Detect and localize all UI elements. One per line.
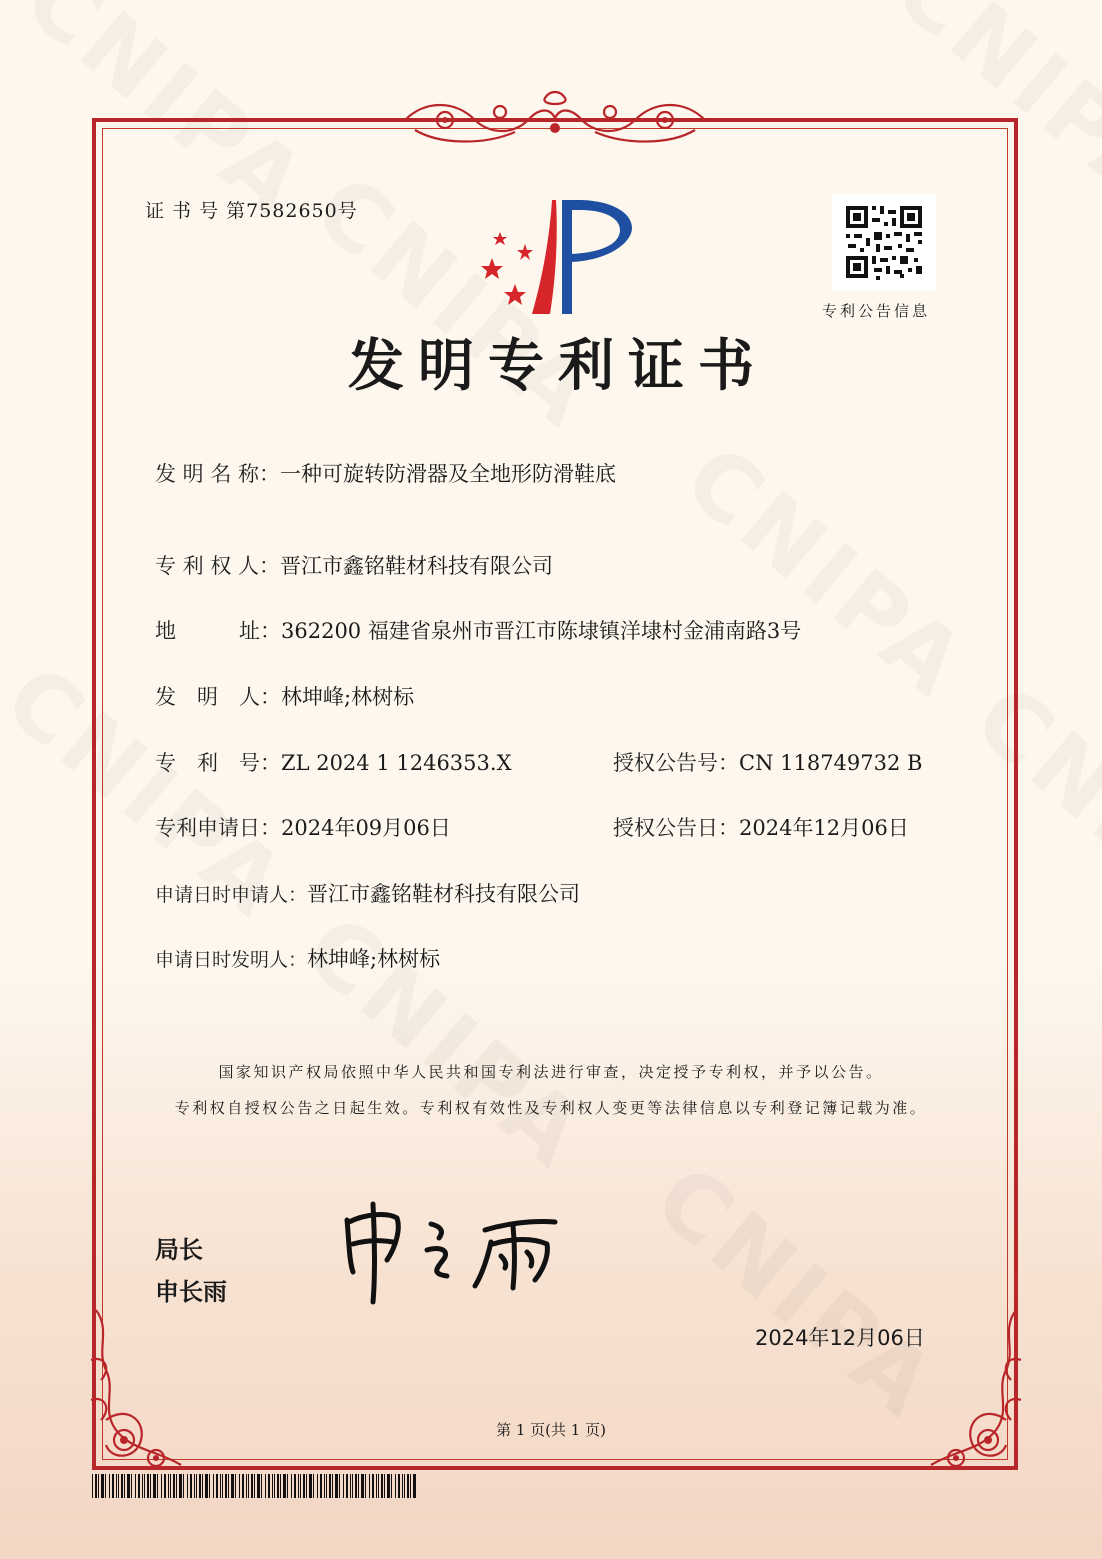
field-invention-name bbox=[155, 458, 616, 488]
issue-date: 2024年12月06日 bbox=[755, 1326, 925, 1350]
barcode-bar bbox=[257, 1474, 260, 1498]
barcode-bar bbox=[176, 1474, 177, 1498]
barcode-bar bbox=[170, 1474, 171, 1498]
barcode-bar bbox=[121, 1474, 123, 1498]
field-inventor bbox=[155, 681, 414, 711]
field-label: 专利申请日： bbox=[155, 816, 281, 840]
barcode-bar bbox=[157, 1474, 158, 1498]
barcode-bar bbox=[109, 1474, 110, 1498]
barcode-bar bbox=[300, 1474, 301, 1498]
barcode-bar bbox=[196, 1474, 197, 1498]
barcode-bar bbox=[116, 1474, 117, 1498]
barcode-bar bbox=[365, 1474, 366, 1498]
field-grant-pub-date bbox=[613, 812, 909, 842]
barcode-bar bbox=[261, 1474, 262, 1498]
barcode-bar bbox=[283, 1474, 286, 1498]
barcode-bar bbox=[112, 1474, 114, 1498]
barcode-bar bbox=[326, 1474, 327, 1498]
barcode-bar bbox=[105, 1474, 106, 1498]
barcode-bar bbox=[173, 1474, 175, 1498]
barcode-bar bbox=[235, 1474, 236, 1498]
field-value: 林坤峰;林树标 bbox=[281, 685, 415, 709]
field-label: 发 明 名 称： bbox=[155, 462, 281, 486]
barcode-bar bbox=[239, 1474, 240, 1498]
barcode-bar bbox=[222, 1474, 223, 1498]
barcode-bar bbox=[350, 1474, 351, 1498]
barcode-bar bbox=[205, 1474, 208, 1498]
barcode-bar bbox=[248, 1474, 249, 1498]
barcode-bar bbox=[202, 1474, 203, 1498]
field-value: ZL 2024 1 1246353.X bbox=[281, 751, 512, 775]
barcode-bar bbox=[355, 1474, 357, 1498]
barcode-bar bbox=[124, 1474, 125, 1498]
page-number: 第 1 页(共 1 页) bbox=[496, 1421, 606, 1439]
barcode-bar bbox=[187, 1474, 188, 1498]
barcode-bar bbox=[404, 1474, 405, 1498]
barcode-bar bbox=[346, 1474, 348, 1498]
barcode-bar bbox=[317, 1474, 318, 1498]
legal-notice-line: 专利权自授权公告之日起生效。专利权有效性及专利权人变更等法律信息以专利登记簿记载为准。 bbox=[174, 1099, 928, 1117]
barcode-bar bbox=[324, 1474, 325, 1498]
bottom-left-ornament bbox=[86, 1300, 206, 1480]
barcode-bar bbox=[378, 1474, 379, 1498]
barcode-bar bbox=[309, 1474, 312, 1498]
qr-label: 专利公告信息 bbox=[822, 302, 931, 320]
field-patentee bbox=[155, 550, 553, 580]
barcode-bar bbox=[138, 1474, 140, 1498]
barcode-bar bbox=[268, 1474, 270, 1498]
field-value: 362200 福建省泉州市晋江市陈埭镇洋埭村金浦南路3号 bbox=[281, 619, 802, 643]
field-label: 专 利 权 人： bbox=[155, 554, 281, 578]
barcode-bar bbox=[339, 1474, 340, 1498]
barcode-bar bbox=[381, 1474, 383, 1498]
barcode-bar bbox=[291, 1474, 292, 1498]
barcode-bar bbox=[313, 1474, 314, 1498]
cnipa-logo-icon bbox=[470, 192, 640, 322]
barcode-bar bbox=[294, 1474, 296, 1498]
barcode-bar bbox=[352, 1474, 353, 1498]
barcode bbox=[92, 1474, 417, 1498]
barcode-bar bbox=[225, 1474, 227, 1498]
barcode-bar bbox=[199, 1474, 201, 1498]
barcode-bar bbox=[407, 1474, 409, 1498]
barcode-bar bbox=[150, 1474, 151, 1498]
barcode-bar bbox=[376, 1474, 377, 1498]
barcode-bar bbox=[135, 1474, 136, 1498]
field-value: 晋江市鑫铭鞋材科技有限公司 bbox=[280, 554, 554, 578]
barcode-bar bbox=[329, 1474, 331, 1498]
field-value: 2024年09月06日 bbox=[281, 816, 451, 840]
field-label: 申请日时申请人： bbox=[155, 884, 308, 906]
field-grant-pub-number bbox=[613, 747, 922, 777]
director-signature bbox=[335, 1190, 575, 1310]
barcode-bar bbox=[410, 1474, 411, 1498]
barcode-bar bbox=[265, 1474, 266, 1498]
field-value: CN 118749732 B bbox=[739, 751, 923, 775]
barcode-bar bbox=[142, 1474, 143, 1498]
field-application-date bbox=[155, 812, 451, 842]
field-applicant-at-filing bbox=[155, 878, 580, 908]
barcode-bar bbox=[95, 1474, 97, 1498]
field-label: 发 明 人： bbox=[155, 685, 281, 709]
barcode-bar bbox=[361, 1474, 364, 1498]
barcode-bar bbox=[183, 1474, 184, 1498]
field-label: 授权公告日： bbox=[613, 816, 739, 840]
barcode-bar bbox=[213, 1474, 214, 1498]
director-name: 申长雨 bbox=[155, 1278, 227, 1306]
barcode-bar bbox=[101, 1474, 104, 1498]
barcode-bar bbox=[413, 1474, 416, 1498]
barcode-bar bbox=[216, 1474, 218, 1498]
certificate-number: 证 书 号 第7582650号 bbox=[145, 200, 358, 222]
barcode-bar bbox=[147, 1474, 149, 1498]
barcode-bar bbox=[395, 1474, 396, 1498]
barcode-bar bbox=[387, 1474, 390, 1498]
field-label: 授权公告号： bbox=[613, 751, 739, 775]
barcode-bar bbox=[168, 1474, 169, 1498]
barcode-bar bbox=[384, 1474, 385, 1498]
legal-notice-line: 国家知识产权局依照中华人民共和国专利法进行审查，决定授予专利权，并予以公告。 bbox=[218, 1063, 884, 1081]
field-value: 晋江市鑫铭鞋材科技有限公司 bbox=[307, 882, 581, 906]
barcode-bar bbox=[242, 1474, 244, 1498]
barcode-bar bbox=[372, 1474, 374, 1498]
barcode-bar bbox=[303, 1474, 305, 1498]
barcode-bar bbox=[332, 1474, 333, 1498]
barcode-bar bbox=[220, 1474, 221, 1498]
field-patent-number bbox=[155, 747, 512, 777]
barcode-bar bbox=[194, 1474, 195, 1498]
barcode-bar bbox=[209, 1474, 210, 1498]
barcode-bar bbox=[127, 1474, 130, 1498]
barcode-bar bbox=[231, 1474, 234, 1498]
field-value: 林坤峰;林树标 bbox=[307, 947, 441, 971]
field-inventor-at-filing bbox=[155, 943, 440, 973]
barcode-bar bbox=[277, 1474, 279, 1498]
barcode-bar bbox=[254, 1474, 255, 1498]
field-value: 一种可旋转防滑器及全地形防滑鞋底 bbox=[280, 462, 617, 486]
barcode-bar bbox=[335, 1474, 338, 1498]
barcode-bar bbox=[287, 1474, 288, 1498]
field-label: 专 利 号： bbox=[155, 751, 281, 775]
barcode-bar bbox=[398, 1474, 400, 1498]
barcode-bar bbox=[153, 1474, 156, 1498]
barcode-bar bbox=[358, 1474, 359, 1498]
qr-code[interactable] bbox=[832, 194, 936, 290]
field-label: 地 址： bbox=[155, 619, 281, 643]
barcode-bar bbox=[228, 1474, 229, 1498]
barcode-bar bbox=[320, 1474, 322, 1498]
barcode-bar bbox=[92, 1474, 93, 1498]
field-label: 申请日时发明人： bbox=[155, 949, 308, 971]
barcode-bar bbox=[190, 1474, 192, 1498]
top-ornament bbox=[395, 90, 715, 150]
barcode-bar bbox=[280, 1474, 281, 1498]
barcode-bar bbox=[298, 1474, 299, 1498]
director-title: 局长 bbox=[155, 1236, 203, 1264]
barcode-bar bbox=[272, 1474, 273, 1498]
barcode-bar bbox=[179, 1474, 182, 1498]
barcode-bar bbox=[402, 1474, 403, 1498]
barcode-bar bbox=[274, 1474, 275, 1498]
barcode-bar bbox=[144, 1474, 145, 1498]
barcode-bar bbox=[306, 1474, 307, 1498]
barcode-bar bbox=[246, 1474, 247, 1498]
barcode-bar bbox=[161, 1474, 162, 1498]
barcode-bar bbox=[251, 1474, 253, 1498]
barcode-bar bbox=[131, 1474, 132, 1498]
field-value: 2024年12月06日 bbox=[739, 816, 909, 840]
barcode-bar bbox=[369, 1474, 370, 1498]
page-title: 发明专利证书 bbox=[348, 334, 768, 399]
barcode-bar bbox=[391, 1474, 392, 1498]
barcode-bar bbox=[343, 1474, 344, 1498]
barcode-bar bbox=[98, 1474, 99, 1498]
barcode-bar bbox=[164, 1474, 166, 1498]
barcode-bar bbox=[118, 1474, 119, 1498]
field-address bbox=[155, 615, 801, 645]
